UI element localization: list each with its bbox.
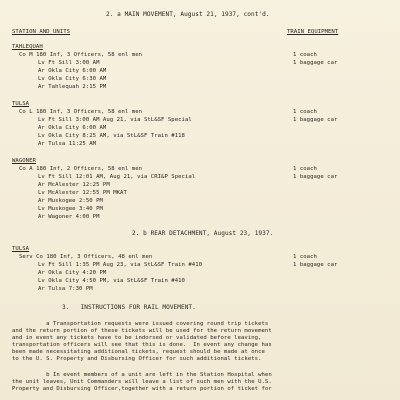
schedule-line: Lv Ft Sill 12:01 AM, Aug 21, via CRI&P Special xyxy=(38,174,196,180)
paragraph-line: and in event any tickets have to be indorsed or validated before leaving, xyxy=(12,335,262,341)
equipment-line: 1 coach xyxy=(293,109,317,115)
paragraph-line: Property and Disbursing Officer,together with a return portion of ticket for xyxy=(12,386,272,392)
schedule-line: Ar Wagoner 4:00 PM xyxy=(38,214,100,220)
paragraph-line: to the U. S. Property and Disbursing Officer for such additional tickets. xyxy=(12,356,262,362)
schedule-line: Lv Ft Sill 1:35 PM Aug 23, via StL&SF Train #410 xyxy=(38,262,203,268)
rear-detachment-heading: 2. b REAR DETACHMENT, August 23, 1937. xyxy=(132,230,274,237)
schedule-line: Lv McAlester 12:55 PM MKAT xyxy=(38,190,127,196)
schedule-line: Ar Tulsa 11:25 AM xyxy=(38,141,97,147)
paragraph-line: the unit leaves, Unit Commanders will leave a list of such men with the U.S. xyxy=(12,379,272,385)
equipment-line: 1 baggage car xyxy=(293,262,338,268)
station-name: TAHLEQUAH xyxy=(12,44,43,50)
equipment-line: 1 coach xyxy=(293,52,317,58)
unit-line: Co A 180 Inf, 2 Officers, 58 enl men xyxy=(19,166,143,172)
schedule-line: Ar Okla City 6:00 AM xyxy=(38,125,107,131)
equipment-line: 1 coach xyxy=(293,166,317,172)
schedule-line: Ar Tulsa 7:30 PM xyxy=(38,286,93,292)
paragraph-line: transportation officers will see that this is done. In event any change has xyxy=(12,342,272,348)
schedule-line: Ar Okla City 4:20 PM xyxy=(38,270,107,276)
schedule-line: Lv Okla City 8:25 AM, via StL&SF Train #118 xyxy=(38,133,185,139)
schedule-line: Lv Ft Sill 3:00 AM Aug 21, via StL&SF Special xyxy=(38,117,192,123)
schedule-line: Lv Muskogee 3:40 PM xyxy=(38,206,103,212)
instructions-heading: 3. INSTRUCTIONS FOR RAIL MOVEMENT. xyxy=(62,304,196,311)
unit-line: Serv Co 180 Inf, 3 Officers, 48 enl men xyxy=(19,254,153,260)
paragraph-line: b In event members of a unit are left in the Station Hospital when xyxy=(12,372,272,378)
paragraph-line: a Transportation requests were issued covering round trip tickets xyxy=(12,321,269,327)
paragraph-line: and the return portion of these tickets will be used for the return movement xyxy=(12,328,272,334)
section-heading: 2. a MAIN MOVEMENT, August 21, 1937, cont'd. xyxy=(106,11,270,18)
station-name: TULSA xyxy=(12,246,30,252)
unit-line: Co L 180 Inf, 3 Officers, 58 enl men xyxy=(19,109,143,115)
column-header-stations: STATION AND UNITS xyxy=(12,29,71,35)
schedule-line: Ar McAlester 12:25 PM xyxy=(38,182,110,188)
schedule-line: Ar Muskogee 2:50 PM xyxy=(38,198,103,204)
equipment-line: 1 baggage car xyxy=(293,60,338,66)
station-name: TULSA xyxy=(12,101,30,107)
paragraph-line: been made necessitating additional tickets, request should be made at once xyxy=(12,349,265,355)
column-header-equipment: TRAIN EQUIPMENT xyxy=(287,29,339,35)
equipment-line: 1 baggage car xyxy=(293,174,338,180)
schedule-line: Ar Tahlequah 2:15 PM xyxy=(38,84,107,90)
schedule-line: Ar Okla City 6:00 AM xyxy=(38,68,107,74)
equipment-line: 1 coach xyxy=(293,254,317,260)
station-name: WAGONER xyxy=(12,158,36,164)
equipment-line: 1 baggage car xyxy=(293,117,338,123)
schedule-line: Lv Okla City 4:50 PM, via StL&SF Train #410 xyxy=(38,278,185,284)
schedule-line: Lv Ft Sill 3:00 AM xyxy=(38,60,100,66)
unit-line: Co M 180 Inf, 3 Officers, 58 enl men xyxy=(19,52,143,58)
schedule-line: Lv Okla City 6:30 AM xyxy=(38,76,107,82)
